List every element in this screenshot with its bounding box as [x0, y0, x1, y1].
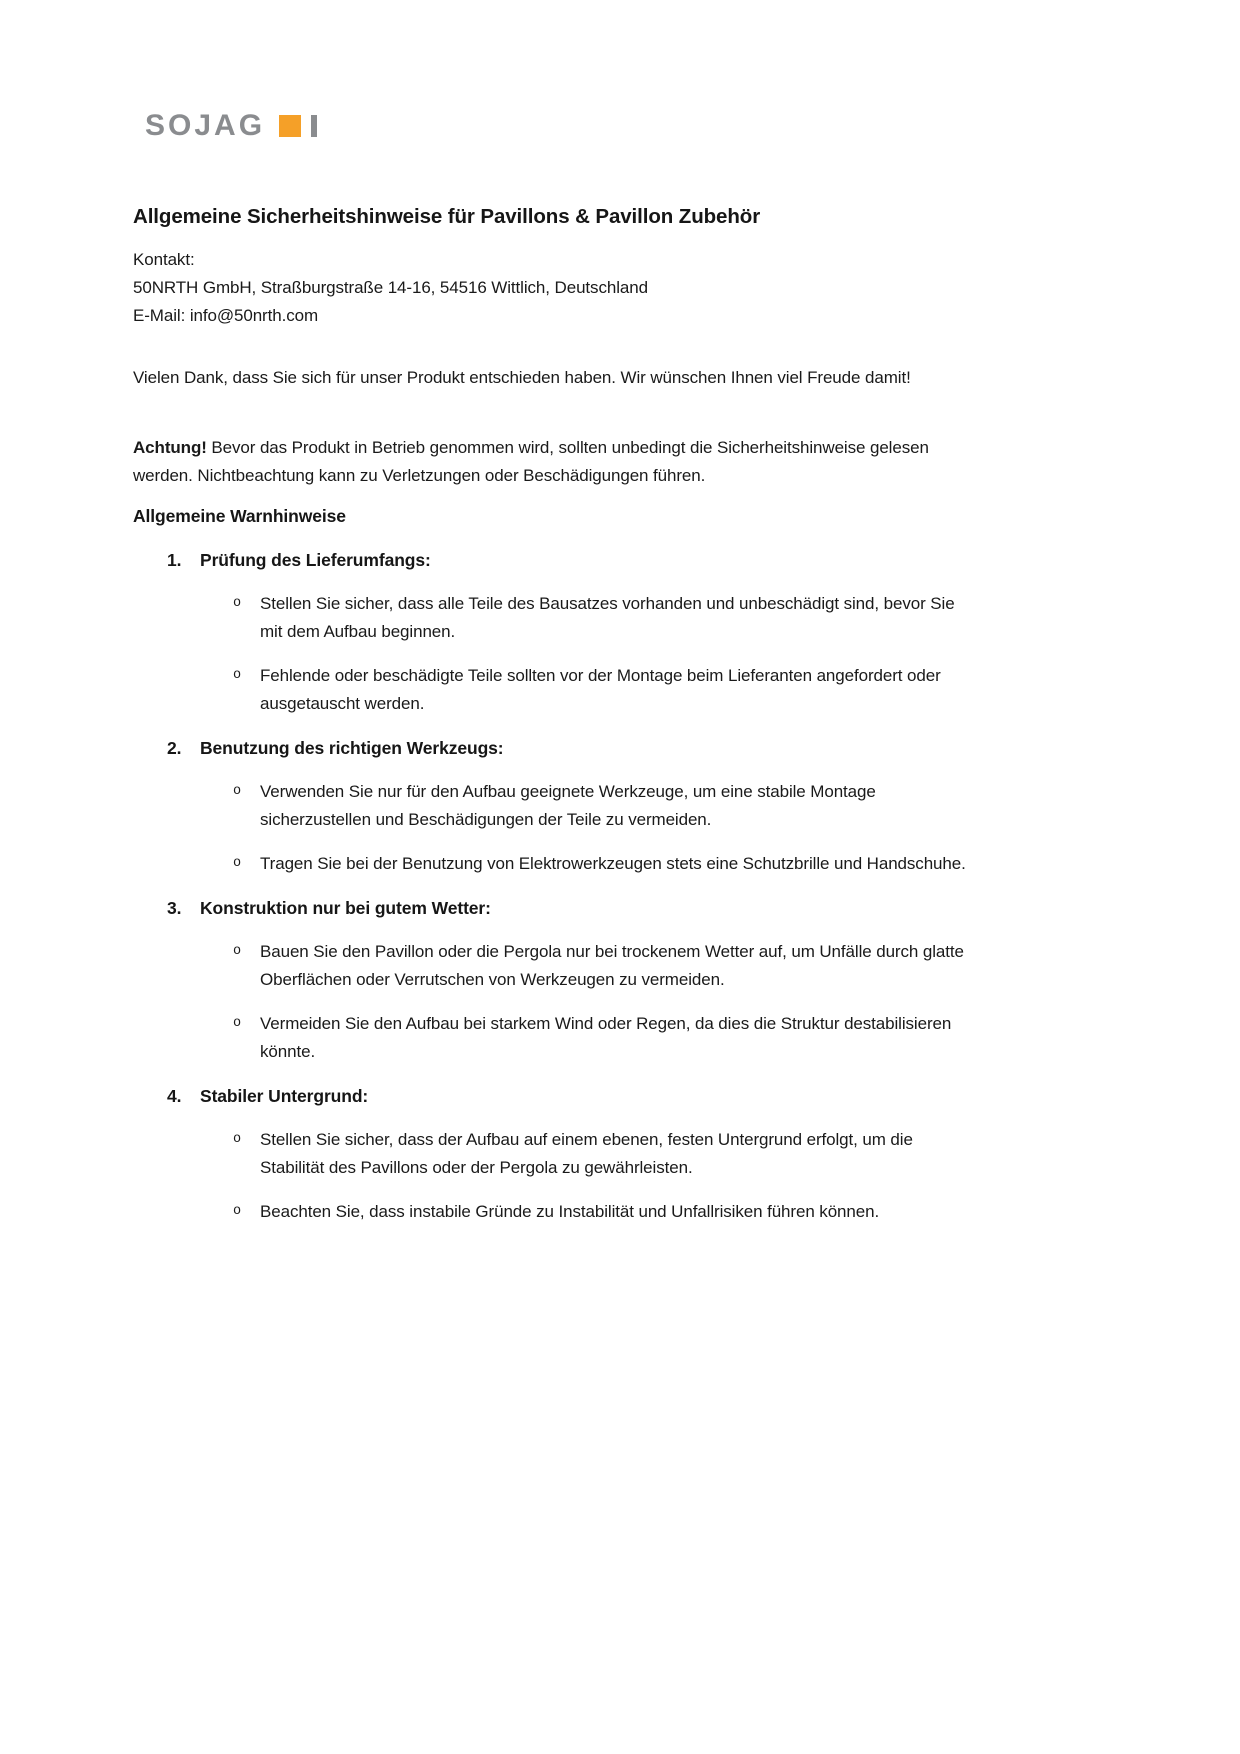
bullet-item [133, 662, 1110, 718]
warning-paragraph [133, 434, 948, 490]
bullet-marker-icon: o [233, 1132, 242, 1147]
list-item-number: 1. [167, 550, 182, 570]
contact-email: E-Mail: info@50nrth.com [133, 306, 319, 325]
bullet-marker-icon: o [233, 944, 242, 959]
list-item-title: Konstruktion nur bei gutem Wetter: [200, 898, 491, 918]
list-item-number: 4. [167, 1086, 182, 1106]
bullet-item [133, 1126, 1110, 1182]
list-item-4 [133, 1082, 1110, 1226]
list-item-heading [133, 894, 1110, 922]
bullet-item [133, 1198, 1110, 1226]
bullet-text: Bauen Sie den Pavillon oder die Pergola nur bei trockenem Wetter auf, um Unfälle durch glatte Oberflächen oder Verrutschen von Werkzeugen zu vermeiden. [260, 942, 964, 989]
page-title: Allgemeine Sicherheitshinweise für Pavillons & Pavillon Zubehör [133, 205, 761, 228]
bullet-text: Vermeiden Sie den Aufbau bei starkem Wind oder Regen, da dies die Struktur destabilisieren könnte. [260, 1014, 952, 1061]
list-item-title: Stabiler Untergrund: [200, 1086, 369, 1106]
list-item-heading [133, 734, 1110, 762]
bullet-item [133, 850, 1110, 878]
bullet-item [133, 938, 1110, 994]
bullet-text: Stellen Sie sicher, dass alle Teile des Bausatzes vorhanden und unbeschädigt sind, bevor Sie mit dem Aufbau beginnen. [260, 594, 955, 641]
section-heading: Allgemeine Warnhinweise [133, 506, 346, 526]
list-item-3 [133, 894, 1110, 1066]
bullet-marker-icon: o [233, 596, 242, 611]
sojag-logo [145, 108, 1098, 144]
sojag-logo-text: SOJAG [145, 109, 266, 142]
bullet-marker-icon: o [233, 784, 242, 799]
bullet-text: Tragen Sie bei der Benutzung von Elektrowerkzeugen stets eine Schutzbrille und Handschuhe. [260, 854, 966, 873]
contact-label: Kontakt: [133, 250, 195, 269]
bullet-text: Stellen Sie sicher, dass der Aufbau auf einem ebenen, festen Untergrund erfolgt, um die Stabilität des Pavillons oder der Pergola zu gewährleisten. [260, 1130, 913, 1177]
list-item-number: 2. [167, 738, 182, 758]
bullet-marker-icon: o [233, 1016, 242, 1031]
bullet-item [133, 590, 1110, 646]
list-item-heading [133, 546, 1110, 574]
warnings-list [133, 546, 1110, 1226]
contact-address: 50NRTH GmbH, Straßburgstraße 14-16, 54516 Wittlich, Deutschland [133, 278, 648, 297]
list-item-title: Prüfung des Lieferumfangs: [200, 550, 431, 570]
contact-block [133, 246, 1110, 330]
bullet-item [133, 1010, 1110, 1066]
intro-paragraph: Vielen Dank, dass Sie sich für unser Produkt entschieden haben. Wir wünschen Ihnen viel Freude damit! [133, 368, 911, 387]
warning-label: Achtung! [133, 438, 207, 457]
list-item-number: 3. [167, 898, 182, 918]
bullet-marker-icon: o [233, 1204, 242, 1219]
list-item-2 [133, 734, 1110, 878]
bullet-text: Verwenden Sie nur für den Aufbau geeignete Werkzeuge, um eine stabile Montage sicherzustellen und Beschädigungen der Teile zu vermeiden. [260, 782, 876, 829]
list-item-title: Benutzung des richtigen Werkzeugs: [200, 738, 504, 758]
warning-text: Bevor das Produkt in Betrieb genommen wird, sollten unbedingt die Sicherheitshinweise gelesen werden. Nichtbeachtung kann zu Verletzungen oder Beschädigungen führen. [133, 438, 929, 485]
list-item-1 [133, 546, 1110, 718]
bullet-marker-icon: o [233, 668, 242, 683]
bullet-marker-icon: o [233, 856, 242, 871]
bullet-text: Beachten Sie, dass instabile Gründe zu Instabilität und Unfallrisiken führen können. [260, 1202, 880, 1221]
bullet-item [133, 778, 1110, 834]
bullet-text: Fehlende oder beschädigte Teile sollten vor der Montage beim Lieferanten angefordert oder ausgetauscht werden. [260, 666, 941, 713]
logo-bar-icon [311, 115, 317, 137]
list-item-heading [133, 1082, 1110, 1110]
logo-orange-square-icon [279, 115, 301, 137]
